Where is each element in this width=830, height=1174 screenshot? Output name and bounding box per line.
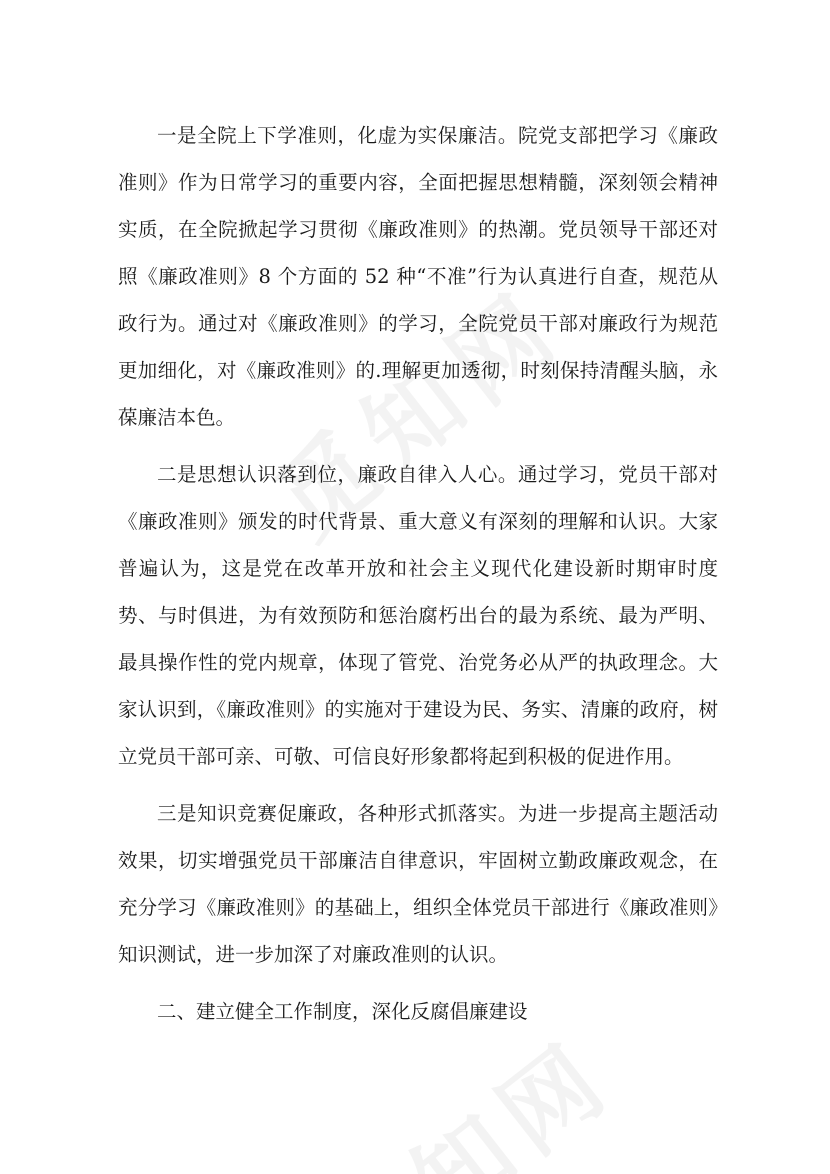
document-body — [118, 112, 718, 1035]
section-heading: 二、建立健全工作制度，深化反腐倡廉建设 — [157, 1000, 528, 1023]
paragraph-2: 二是思想认识落到位，廉政自律入人心。通过学习，党员干部对《廉政准则》颁发的时代背景、重大意义有深刻的理解和认识。大家普遍认为，这是党在改革开放和社会主义现代化建设新时期审时度势、与时俱进，为有效预防和惩治腐朽出台的最为系统、最为严明、最具操作性的党内规章，体现了管党、治党务必从严的执政理念。大家认识到，《廉政准则》的实施对于建设为民、务实、清廉的政府，树立党员干部可亲、可敬、可信良好形象都将起到积极的促进作用。 — [118, 463, 718, 768]
paragraph-1: 一是全院上下学准则，化虚为实保廉洁。院党支部把学习《廉政准则》作为日常学习的重要内容，全面把握思想精髓，深刻领会精神实质，在全院掀起学习贯彻《廉政准则》的热潮。党员领导干部还对照《廉政准则》8 个方面的 52 种“不准”行为认真进行自查，规范从政行为。通过对《廉政准则》的学习，全院党员干部对廉政行为规范更加细化，对《廉政准则》的.理解更加透彻，时刻保持清醒头脑，永葆廉洁本色。 — [118, 124, 718, 429]
paragraph-3: 三是知识竞赛促廉政，各种形式抓落实。为进一步提高主题活动效果，切实增强党员干部廉洁自律意识，牢固树立勤政廉政观念，在充分学习《廉政准则》的基础上，组织全体党员干部进行《廉政准则》知识测试，进一步加深了对廉政准则的认识。 — [118, 802, 718, 966]
